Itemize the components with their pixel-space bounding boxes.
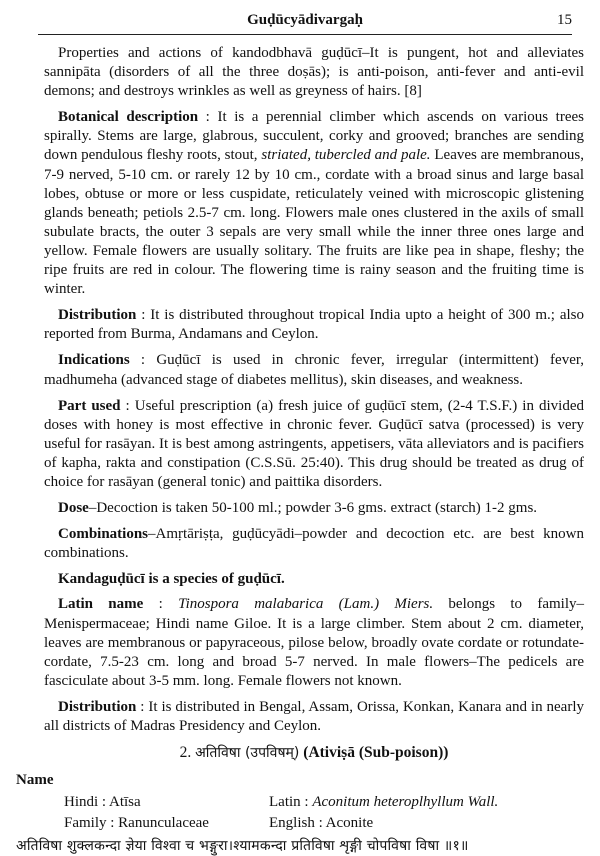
part-used-text: : Useful prescription (a) fresh juice of guḍūcī stem, (2-4 T.S.F.) in divided doses with honey is most effective in chronic fever. Guḍūcī satva (processed) is very useful for rasāyan. It is best among astringents, appetisers, vāta alleviators and is pacifiers of kapha, rakta and constipation (C.S.Sū. 25:40). This drug should be treated as drug of choice for rasāyan (general tonic) and paittika disorders. xyxy=(44,397,584,490)
paragraph-part-used xyxy=(44,397,584,492)
distribution-label: Distribution xyxy=(58,307,137,324)
latin-name-label: Latin name xyxy=(58,596,144,613)
running-header xyxy=(38,10,572,35)
latin-name-sep: : xyxy=(143,596,179,613)
distribution-text: : It is distributed throughout tropical India upto a height of 300 m.; also reported from Burma, Andamans and Ceylon. xyxy=(44,307,584,343)
name-english: English : Aconite xyxy=(269,815,374,832)
paragraph-indications xyxy=(44,351,584,389)
name-family: Family : Ranunculaceae xyxy=(64,815,209,832)
distribution-2-label: Distribution xyxy=(58,698,137,715)
header-title: Guḍūcyādivargaḥ xyxy=(247,12,363,28)
paragraph-botanical xyxy=(44,108,584,299)
paragraph-distribution xyxy=(44,306,584,344)
indications-label: Indications xyxy=(58,352,130,369)
paragraph-dose xyxy=(44,499,584,518)
name-heading-row xyxy=(16,771,584,793)
latin-name-text: belongs to family–Menispermaceae; Hindi name Giloe. It is a large climber. Stem about 2 cm. diameter, leaves are membranous or papyraceous, pilose below, broadly ovate cordate or rotundate-cordate, 7.5-23 cm. long and broad 5-7 nerved. In male flowers–The pedicels are fasciculate about 3-5 mm. long. Female flowers not known. xyxy=(44,596,584,689)
section-english-title: (Ativiṣā (Sub-poison)) xyxy=(303,744,449,762)
name-latin-value: Aconitum heteroplhyllum Wall. xyxy=(312,794,499,811)
sanskrit-verse: अतिविषा शुक्लकन्दा ज्ञेया विश्वा च भङ्गुरा।श्यामकन्दा प्रतिविषा शृङ्गी चोपविषा विषा ॥१॥ xyxy=(16,838,469,855)
name-heading: Name xyxy=(16,772,54,789)
page-number: 15 xyxy=(557,12,572,28)
botanical-text-b: Leaves are membranous, 7-9 nerved, 5-10 cm. or rarely 12 by 10 cm., cordate with a broad sinus and large basal lobes, obtuse or more or less cuspidate, reticulately veined with microscopic glistening glands beneath; petiols 2.5-7 cm. long. Flowers male ones clustered in the axils of small subulate bracts, the outer 3 sepals are very small while the inner three ones large and yellow. Female flowers are usually solitary. The fruits are like pea in shape, fleshy; the ripe fruits are red in colour. The flowering time is rainy season and the fruiting time is winter. xyxy=(44,147,585,298)
botanical-text-a: : It is a perennial climber which ascends on various trees spirally. Stems are large, glabrous, succulent, corky and grooved; branches are sending down pendulous fleshy roots, stout, xyxy=(44,109,584,164)
botanical-label: Botanical description xyxy=(58,109,199,126)
botanical-italic: striated, tubercled and pale. xyxy=(261,147,431,164)
paragraph-combinations xyxy=(44,525,584,563)
name-latin-label: Latin : xyxy=(269,794,313,811)
indications-text: : Guḍūcī is used in chronic fever, irregular (intermittent) fever, madhumeha (advanced stage of diabetes mellitus), skin diseases, and weakness. xyxy=(44,352,584,388)
section-number: 2. xyxy=(179,744,192,762)
distribution-2-text: : It is distributed in Bengal, Assam, Orissa, Konkan, Kanara and in nearly all districts of Madras Presidency and Ceylon. xyxy=(44,698,584,734)
latin-name-italic: Tinospora malabarica (Lam.) Miers. xyxy=(178,596,434,613)
section-title xyxy=(44,743,584,763)
page-body xyxy=(16,44,585,856)
name-table xyxy=(64,793,584,833)
combinations-label: Combinations xyxy=(58,526,149,543)
kandaguduci-heading: Kandaguḍūcī is a species of guḍūcī. xyxy=(58,571,285,588)
name-hindi: Hindi : Atīsa xyxy=(64,794,141,811)
paragraph-latin-name xyxy=(44,595,584,690)
combinations-text: –Amṛtāriṣṭa, guḍūcyādi–powder and decoction etc. are best known combinations. xyxy=(44,526,584,562)
dose-label: Dose xyxy=(58,500,89,517)
name-latin xyxy=(269,793,569,812)
paragraph-distribution-2 xyxy=(44,698,584,736)
dose-text: –Decoction is taken 50-100 ml.; powder 3-6 gms. extract (starch) 1-2 gms. xyxy=(88,500,538,517)
section-devanagari: अतिविषा (उपविषम्) xyxy=(195,745,300,762)
part-used-label: Part used xyxy=(58,397,121,414)
paragraph-properties: Properties and actions of kandodbhavā guḍūcī–It is pungent, hot and alleviates sannipāta (disorders of all the three doṣās); is anti-poison, anti-fever and anti-evil demons; and destroys wrinkles as well as greyness of hairs. [8] xyxy=(44,45,584,100)
